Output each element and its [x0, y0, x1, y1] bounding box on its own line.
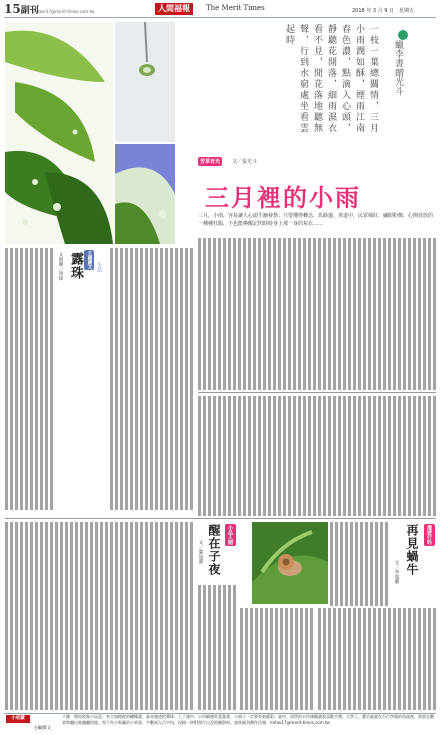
issue-date: 2018 年 3 月 9 日 星期五 — [352, 8, 415, 14]
photo-leaves — [5, 22, 113, 244]
poem-title: 露珠 — [68, 252, 83, 280]
poem-byline: 文與圖／徐烽 — [58, 252, 63, 281]
newspaper-logo: 人間福報 — [155, 3, 193, 15]
snail-article-tag: 漫遊行吟 — [424, 524, 435, 546]
calligraphy-signature: 蠟李書贈光斗 — [393, 40, 403, 96]
page-url: mitoor17@merit-times.com.tw — [33, 9, 95, 14]
snail-article-body — [330, 522, 390, 606]
feature-body-middle — [198, 396, 436, 516]
snail-image — [252, 522, 328, 604]
footer-label-1: 小收藏 — [6, 715, 30, 723]
snail-article-title: 再見蝸牛 — [405, 524, 419, 576]
photo-droplet — [115, 22, 175, 142]
snail-article-body-2 — [318, 608, 436, 710]
photo-snail — [252, 522, 328, 604]
calligraphy-seal — [398, 30, 408, 40]
photo-flower — [115, 144, 175, 244]
night-article-title: 醒在子夜 — [207, 524, 221, 576]
droplet-image — [115, 22, 175, 142]
poem-tag-secondary: 小品 — [96, 262, 102, 273]
poem-body-right — [110, 248, 195, 510]
footer-label-2: 主編微文 — [33, 726, 51, 731]
newspaper-logo-english: The Merit Times — [206, 4, 265, 12]
feature-title: 三月裡的小雨 — [205, 184, 361, 212]
night-article-tag: 小品人間 — [225, 524, 236, 546]
footer-notice: 十總：開始收集小玩意，有主如路從的蝴蝶畫，晶亮剔透的彈珠；上了國中，小吊師德常愛畫書，小冊子一定要有刻畫彩；高中，同學的卡信錢鶴讀我喜歡手禮；大學了，寶貝就就在百行李箱的角落裡，需要在觀眾時翻出來翻翻回憶。寫下你小吸藏的小故事，字數兩人百字內，投稿一併附照片以及相關資料。請寄副刊郵件信箱：mitoo17@merit-times.com.tw — [62, 714, 434, 725]
lower-article-body — [5, 522, 195, 710]
feature-byline: 文／張光斗 — [232, 159, 258, 165]
section-divider — [198, 392, 436, 393]
page-number: 15副刊 — [4, 2, 39, 16]
feature-body-upper — [198, 238, 436, 390]
poem-tag: 王國慶文 — [84, 250, 94, 270]
calligraphy-block: 一枝一葉總關情，三月小雨潤如酥，煙雨江南春色濃，點滴入心頭，靜聽花開落，細雨濕衣看不見，閒花落地聽無聲，行到水窮處坐看雲起時 — [284, 24, 378, 134]
feature-tag: 芳草有光 — [200, 159, 221, 165]
night-article-byline: 文／葉如潔 — [198, 540, 203, 564]
night-article-body-2 — [240, 608, 314, 710]
leaves-image — [5, 22, 113, 244]
flower-image — [115, 144, 175, 244]
feature-lead: 三月，小雨，容易讓人心頭生幽發愁；只要懂得轉念，馬路邊、車道中，民眾城紅．繡眼粉飾，心開放放的一種種杜鵑，不也能喚醒記閃時時身上那一身的灰衣…… — [198, 213, 434, 227]
night-article-body — [198, 585, 236, 710]
lower-divider — [5, 518, 436, 519]
poem-body-left — [5, 248, 55, 510]
snail-article-byline: 文／李瑞騰 — [394, 560, 399, 584]
